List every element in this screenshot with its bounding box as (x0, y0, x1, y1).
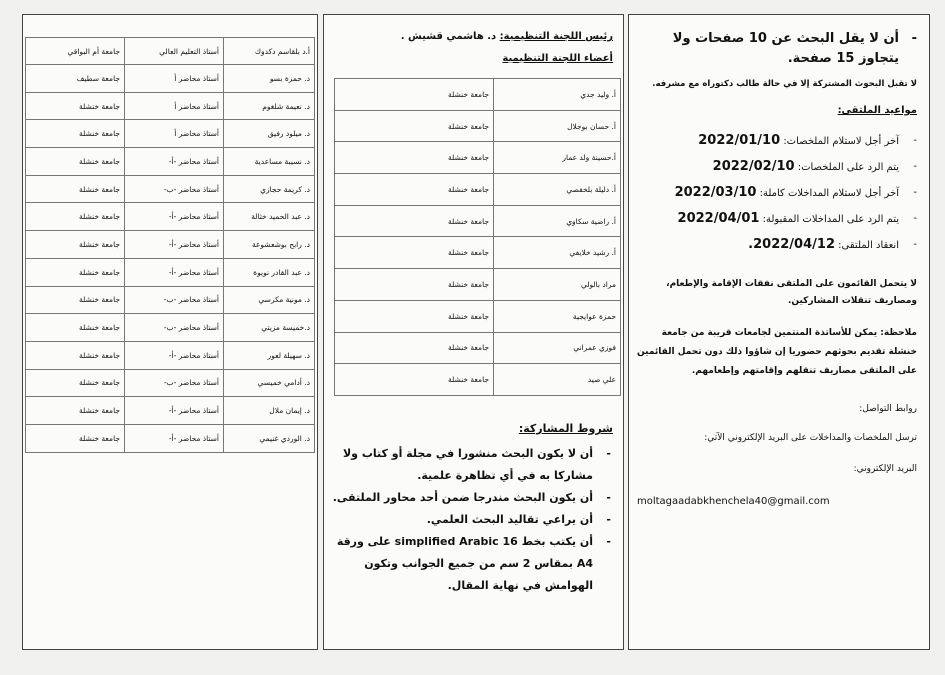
table-row (26, 65, 315, 93)
member-name: د.خميسة مزيتي (224, 314, 315, 342)
member-name: د. حمزة بسو (224, 65, 315, 93)
organizing-committee-table (334, 78, 621, 396)
header-rank: أستاذ التعليم العالي (125, 38, 224, 65)
table-row (26, 397, 315, 425)
date-value: 2022/01/10 (698, 133, 781, 148)
member-university: جامعة خنشلة (335, 174, 494, 206)
list-item: - أن يراعي تقاليد البحث العلمي. (329, 509, 611, 531)
table-header-row (26, 38, 315, 65)
participation-list (329, 443, 611, 597)
table-row (26, 203, 315, 231)
member-university: جامعة خنشلة (26, 92, 125, 120)
list-item: - أن لا يكون البحث منشورا في مجلة أو كتاب ولا مشاركا به في أي تظاهرة علمية. (329, 443, 611, 487)
table-row (335, 269, 621, 301)
member-rank: أستاذ محاضر -ب- (125, 286, 224, 314)
member-university: جامعة خنشلة (335, 142, 494, 174)
member-university: جامعة سطيف (26, 65, 125, 93)
date-item (637, 232, 917, 258)
table-row (335, 364, 621, 396)
table-row (26, 120, 315, 148)
chair-label: رئيس اللجنة التنظيمية: (499, 31, 613, 42)
member-name: د. عبد الحميد خثالة (224, 203, 315, 231)
member-rank: أستاذ محاضر -أ- (125, 397, 224, 425)
header-name: أ.د بلقاسم دكدوك (224, 38, 315, 65)
remark: ملاحظة: يمكن للأساتذة المنتمين لجامعات قريبة من جامعة خنشلة تقديم بحوثهم حضوريا إن شاؤوا ذلك دون تحمل القائمين على الملتقى مصاريف تنقلهم وإقامتهم وإطعامهم. (637, 328, 917, 376)
member-name: أ. راضية سكاوي (494, 205, 621, 237)
member-university: جامعة خنشلة (26, 258, 125, 286)
date-item (637, 128, 917, 154)
member-rank: أستاذ محاضر -أ- (125, 424, 224, 452)
email-label: البريد الإلكتروني: (853, 464, 917, 474)
table-row (26, 148, 315, 176)
member-name: فوزي عمراني (494, 332, 621, 364)
member-university: جامعة خنشلة (26, 397, 125, 425)
member-rank: أستاذ محاضر -ب- (125, 175, 224, 203)
member-name: علي صيد (494, 364, 621, 396)
member-name: د. نسيبة مساعدية (224, 148, 315, 176)
scientific-committee-table (25, 37, 315, 453)
participation-title: شروط المشاركة: (518, 422, 613, 435)
email-address[interactable]: moltagaadabkhenchela40@gmail.com (637, 496, 830, 507)
member-university: جامعة خنشلة (26, 203, 125, 231)
member-name: د. سهيلة لعور (224, 341, 315, 369)
dates-list (637, 128, 917, 258)
member-rank: أستاذ محاضر -أ- (125, 341, 224, 369)
list-item: - أن يكتب بخط simplified Arabic 16 على ورقة A4 بمقاس 2 سم من جميع الجوانب وتكون الهوامش في نهاية المقال. (329, 531, 611, 597)
organizing-chair (401, 31, 613, 42)
table-row (26, 175, 315, 203)
member-university: جامعة خنشلة (26, 424, 125, 452)
table-row (335, 205, 621, 237)
member-university: جامعة خنشلة (335, 300, 494, 332)
info-panel (628, 14, 930, 650)
date-value: 2022/04/01 (677, 211, 760, 226)
member-university: جامعة خنشلة (26, 175, 125, 203)
date-label: آخر أجل لاستلام المداخلات كاملة: (759, 188, 899, 199)
member-name: أ. وليد جدي (494, 79, 621, 111)
member-university: جامعة خنشلة (26, 369, 125, 397)
table-row (26, 424, 315, 452)
table-row (26, 369, 315, 397)
member-university: جامعة خنشلة (335, 237, 494, 269)
member-university: جامعة خنشلة (335, 110, 494, 142)
date-label: انعقاد الملتقى: (838, 240, 899, 251)
member-name: حمزة عوايجية (494, 300, 621, 332)
member-rank: أستاذ محاضر -أ- (125, 148, 224, 176)
member-university: جامعة خنشلة (26, 341, 125, 369)
members-title: أعضاء اللجنة التنظيمية (502, 53, 613, 64)
dates-title: مواعيد الملتقى: (837, 105, 917, 116)
date-value: 2022/03/10 (674, 185, 757, 200)
table-row (26, 258, 315, 286)
member-name: د. الوردي غنيمي (224, 424, 315, 452)
member-name: د. رابح بوشعشوعة (224, 231, 315, 259)
member-rank: أستاذ محاضر أ (125, 120, 224, 148)
list-item: - أن يكون البحث مندرجا ضمن أحد محاور الملتقى. (329, 487, 611, 509)
member-rank: أستاذ محاضر -ب- (125, 369, 224, 397)
date-label: يتم الرد على المداخلات المقبولة: (762, 214, 899, 225)
member-name: مراد بالولي (494, 269, 621, 301)
date-item (637, 180, 917, 206)
member-name: د. إيمان ملال (224, 397, 315, 425)
member-name: أ. دليلة بلخفصي (494, 174, 621, 206)
member-rank: أستاذ محاضر -ب- (125, 314, 224, 342)
table-row (26, 286, 315, 314)
member-name: أ. حسان بوجلال (494, 110, 621, 142)
table-row (335, 237, 621, 269)
member-university: جامعة خنشلة (26, 286, 125, 314)
page-rule: - أن لا يقل البحث عن 10 صفحات ولا يتجاوز 15 صفحة. (637, 29, 917, 69)
member-university: جامعة خنشلة (26, 231, 125, 259)
member-university: جامعة خنشلة (335, 364, 494, 396)
member-rank: أستاذ محاضر أ (125, 92, 224, 120)
member-name: أ.حسينة ولد عمار (494, 142, 621, 174)
table-row (335, 79, 621, 111)
scientific-committee-panel (22, 14, 318, 650)
table-row (26, 341, 315, 369)
contact-text: ترسل الملخصات والمداخلات على البريد الإلكتروني الآتي: (704, 433, 917, 443)
date-item (637, 154, 917, 180)
member-rank: أستاذ محاضر أ (125, 65, 224, 93)
member-university: جامعة خنشلة (26, 120, 125, 148)
contact-title: روابط التواصل: (859, 404, 917, 414)
member-name: د. كريمة حجازي (224, 175, 315, 203)
table-row (335, 300, 621, 332)
member-name: د. عبد القادر نويوة (224, 258, 315, 286)
member-university: جامعة خنشلة (335, 269, 494, 301)
member-rank: أستاذ محاضر -أ- (125, 258, 224, 286)
table-row (26, 314, 315, 342)
member-university: جامعة خنشلة (26, 314, 125, 342)
table-row (335, 110, 621, 142)
table-row (26, 92, 315, 120)
table-row (335, 174, 621, 206)
costs-note: لا يتحمل القائمون على الملتقى نفقات الإقامة والإطعام، ومصاريف تنقلات المشاركين. (666, 279, 917, 306)
table-row (335, 142, 621, 174)
member-university: جامعة خنشلة (335, 79, 494, 111)
member-name: د. أدامي خميسي (224, 369, 315, 397)
organizing-committee-panel (323, 14, 624, 650)
table-row (26, 231, 315, 259)
joint-note: لا تقبل البحوث المشتركة إلا في حالة طالب دكتوراه مع مشرفه. (652, 79, 917, 89)
date-item (637, 206, 917, 232)
chair-name: د. هاشمي قشيش . (400, 31, 500, 42)
member-name: أ. رشيد خلايفي (494, 237, 621, 269)
header-university: جامعة أم البواقي (26, 38, 125, 65)
member-name: د. نعيمة شلغوم (224, 92, 315, 120)
member-university: جامعة خنشلة (335, 205, 494, 237)
member-name: د. ميلود رفيق (224, 120, 315, 148)
member-university: جامعة خنشلة (335, 332, 494, 364)
date-label: آخر أجل لاستلام الملخصات: (783, 136, 899, 147)
date-value: 2022/02/10 (712, 159, 795, 174)
member-rank: أستاذ محاضر -أ- (125, 231, 224, 259)
member-university: جامعة خنشلة (26, 148, 125, 176)
member-name: د. مونية مكرسي (224, 286, 315, 314)
date-label: يتم الرد على الملخصات: (797, 162, 899, 173)
member-rank: أستاذ محاضر -أ- (125, 203, 224, 231)
date-value: 2022/04/12. (748, 237, 835, 252)
table-row (335, 332, 621, 364)
